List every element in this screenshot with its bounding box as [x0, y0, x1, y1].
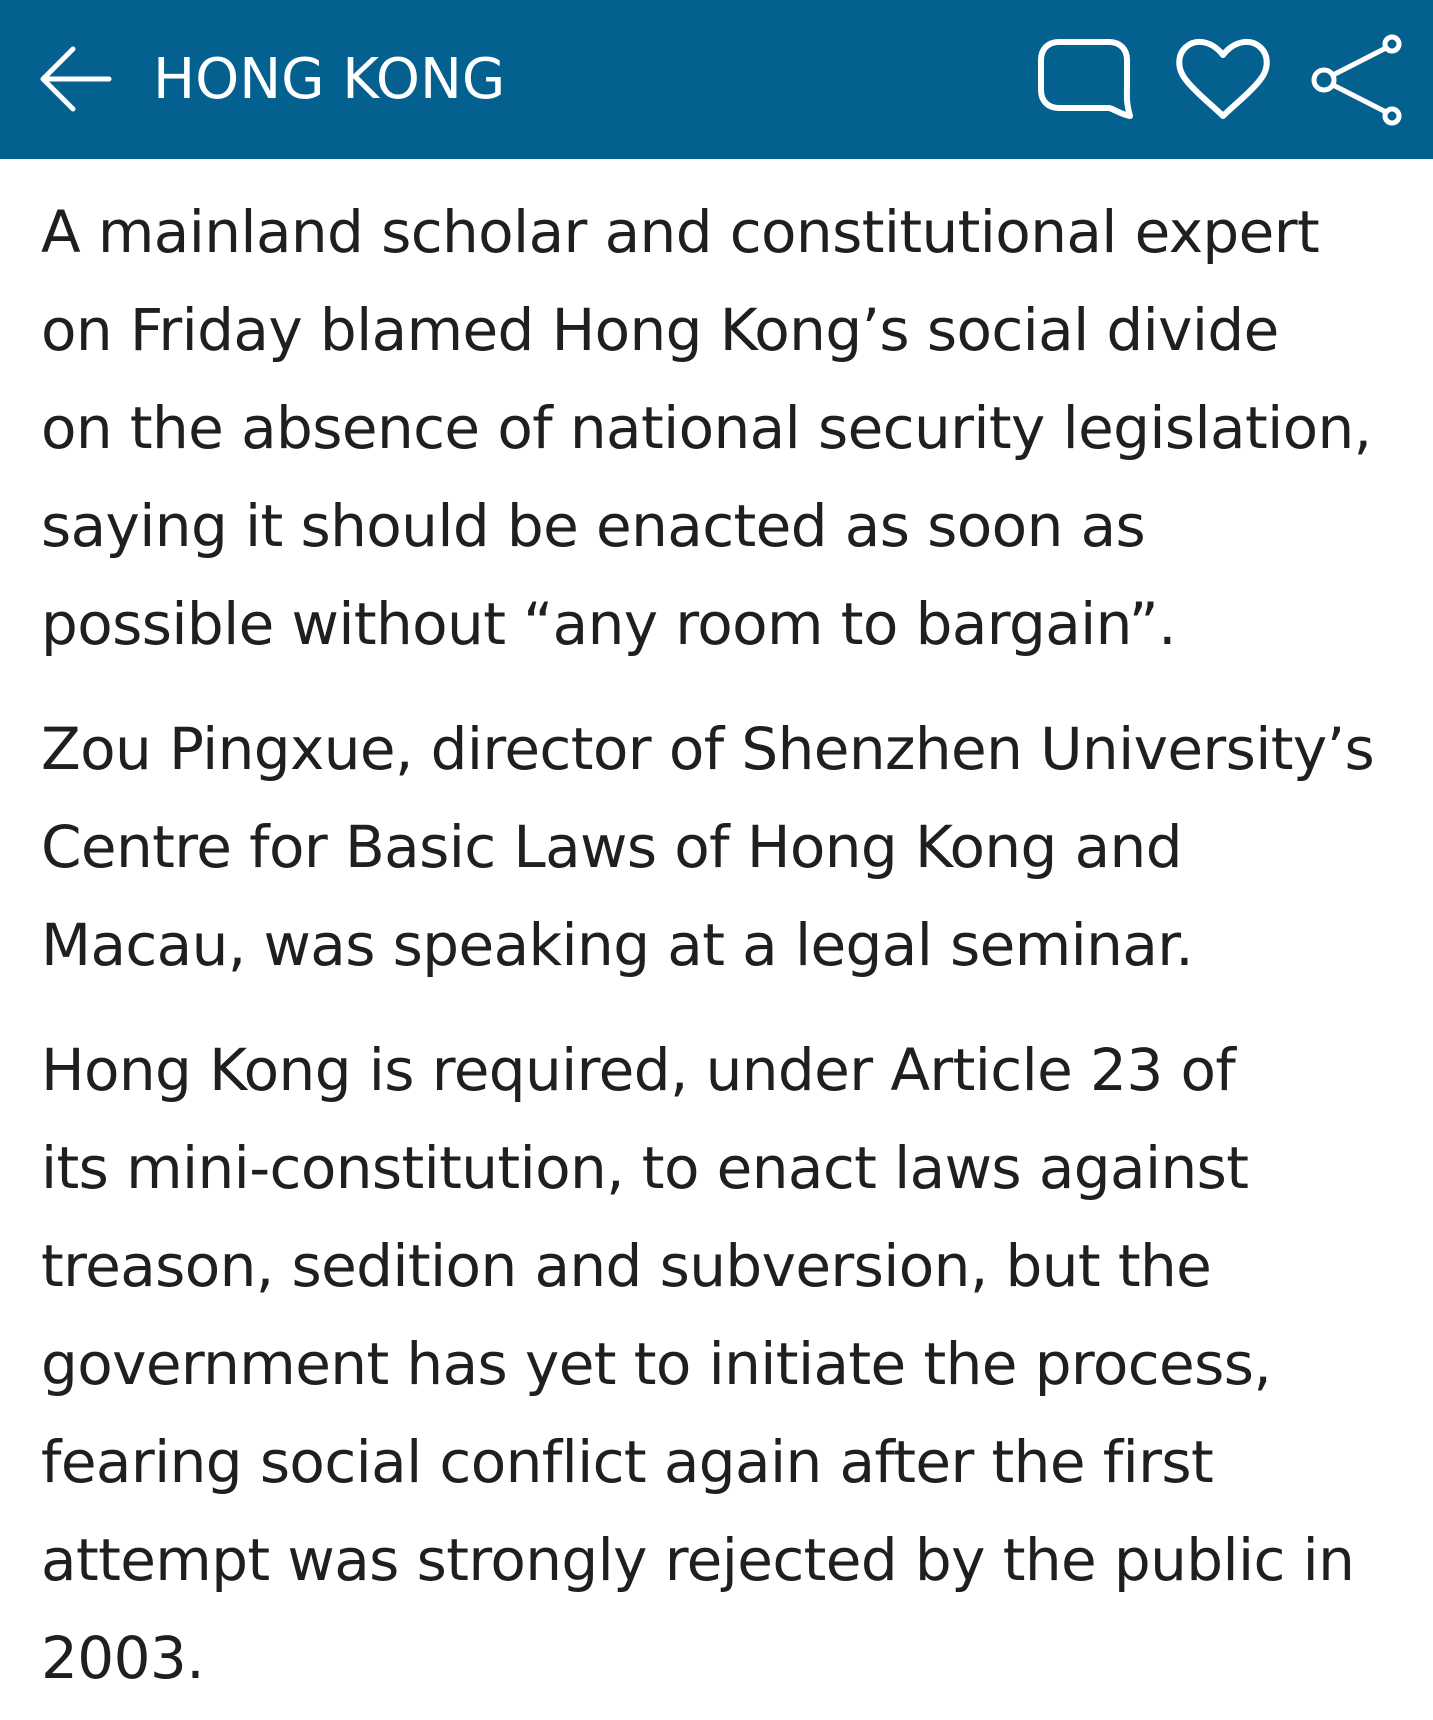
comments-button[interactable] — [1032, 34, 1140, 126]
share-button[interactable] — [1302, 34, 1410, 126]
article-line: fearing social conflict again after the first — [41, 1428, 1214, 1496]
article-line: 2003. — [41, 1624, 205, 1692]
article-line: saying it should be enacted as soon as — [41, 492, 1146, 560]
comment-bubble-icon — [1037, 38, 1135, 122]
article-line: attempt was strongly rejected by the public in — [41, 1526, 1355, 1594]
article-paragraph-2 — [41, 700, 1411, 994]
arrow-left-icon — [37, 41, 113, 117]
article-line: Macau, was speaking at a legal seminar. — [41, 911, 1194, 979]
article-line: on the absence of national security legislation, — [41, 394, 1372, 462]
article-line: its mini-constitution, to enact laws against — [41, 1134, 1249, 1202]
article-line: possible without “any room to bargain”. — [41, 590, 1176, 658]
app-bar — [0, 0, 1433, 159]
article-line: government has yet to initiate the process, — [41, 1330, 1272, 1398]
favorite-button[interactable] — [1168, 34, 1278, 126]
article-line: Zou Pingxue, director of Shenzhen University’s — [41, 715, 1375, 783]
article-line: Centre for Basic Laws of Hong Kong and — [41, 813, 1182, 881]
article-body — [41, 183, 1411, 1707]
article-line: on Friday blamed Hong Kong’s social divide — [41, 296, 1279, 364]
share-icon — [1308, 34, 1404, 126]
article-line: A mainland scholar and constitutional expert — [41, 198, 1320, 266]
article-paragraph-1 — [41, 183, 1411, 673]
article-line: Hong Kong is required, under Article 23 of — [41, 1036, 1236, 1104]
article-line: treason, sedition and subversion, but the — [41, 1232, 1212, 1300]
article-paragraph-3 — [41, 1021, 1411, 1707]
heart-icon — [1174, 38, 1272, 122]
section-title: HONG KONG — [153, 47, 506, 112]
back-button[interactable] — [30, 36, 120, 122]
